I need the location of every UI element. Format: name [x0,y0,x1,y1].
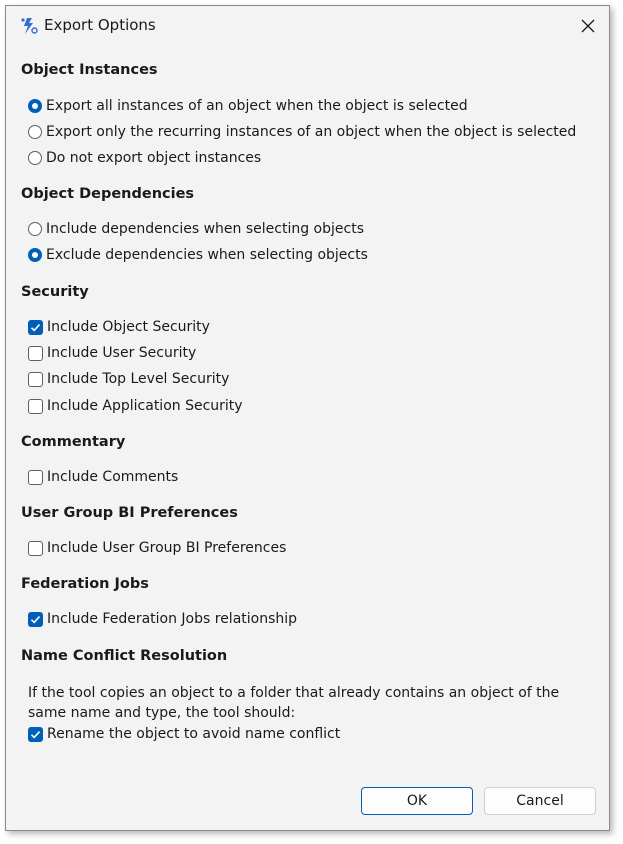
option-label: Include User Security [47,345,197,361]
radio-export-all-instances[interactable] [28,98,468,114]
export-options-dialog [5,5,610,831]
checkbox-include-comments[interactable] [28,469,178,485]
radio-button[interactable] [28,151,42,165]
close-button[interactable] [573,12,603,42]
option-label: Include Application Security [47,398,243,414]
checkbox-include-user-group-bi[interactable] [28,540,286,556]
cancel-button[interactable]: Cancel [484,787,596,815]
option-label: Exclude dependencies when selecting objects [46,247,368,263]
checkbox[interactable] [28,612,43,627]
radio-do-not-export-instances[interactable] [28,150,261,166]
radio-export-recurring-instances[interactable] [28,124,576,140]
checkbox[interactable] [28,727,43,742]
app-flow-icon [19,16,39,36]
option-label: Include Top Level Security [47,371,230,387]
option-label: Include User Group BI Preferences [47,540,287,556]
checkbox-include-top-level-security[interactable] [28,371,229,387]
close-icon [581,18,595,37]
section-name-conflict-title: Name Conflict Resolution [21,648,228,664]
option-label: Include dependencies when selecting objects [46,221,364,237]
option-label: Export only the recurring instances of an object when the object is selected [46,124,577,140]
checkbox[interactable] [28,346,43,361]
checkbox-rename-object[interactable] [28,726,340,742]
radio-button[interactable] [28,99,42,113]
section-object-instances-title: Object Instances [21,62,158,78]
section-federation-jobs-title: Federation Jobs [21,576,149,592]
radio-button[interactable] [28,222,42,236]
option-label: Export all instances of an object when the object is selected [46,98,468,114]
checkbox[interactable] [28,470,43,485]
checkmark-icon [30,322,41,333]
checkbox[interactable] [28,320,43,335]
option-label: Include Federation Jobs relationship [47,611,298,627]
checkbox[interactable] [28,399,43,414]
ok-button[interactable]: OK [361,787,473,815]
checkmark-icon [30,729,41,740]
radio-include-dependencies[interactable] [28,221,364,237]
name-conflict-description: If the tool copies an object to a folder that already contains an object of the same name and type, the tool should: [28,685,560,721]
checkbox-include-object-security[interactable] [28,319,210,335]
checkbox-include-federation-jobs[interactable] [28,611,297,627]
radio-button[interactable] [28,125,42,139]
checkbox[interactable] [28,372,43,387]
radio-exclude-dependencies[interactable] [28,247,368,263]
option-label: Do not export object instances [46,150,262,166]
option-label: Include Comments [47,469,179,485]
section-user-group-bi-title: User Group BI Preferences [21,505,238,521]
checkbox-include-user-security[interactable] [28,345,196,361]
section-security-title: Security [21,284,89,300]
section-commentary-title: Commentary [21,434,126,450]
checkbox-include-application-security[interactable] [28,398,243,414]
section-object-dependencies-title: Object Dependencies [21,186,195,202]
checkmark-icon [30,614,41,625]
radio-button[interactable] [28,248,42,262]
checkbox[interactable] [28,541,43,556]
window-title: Export Options [44,16,156,34]
title-bar [6,6,609,48]
option-label: Include Object Security [47,319,210,335]
option-label: Rename the object to avoid name conflict [47,726,341,742]
